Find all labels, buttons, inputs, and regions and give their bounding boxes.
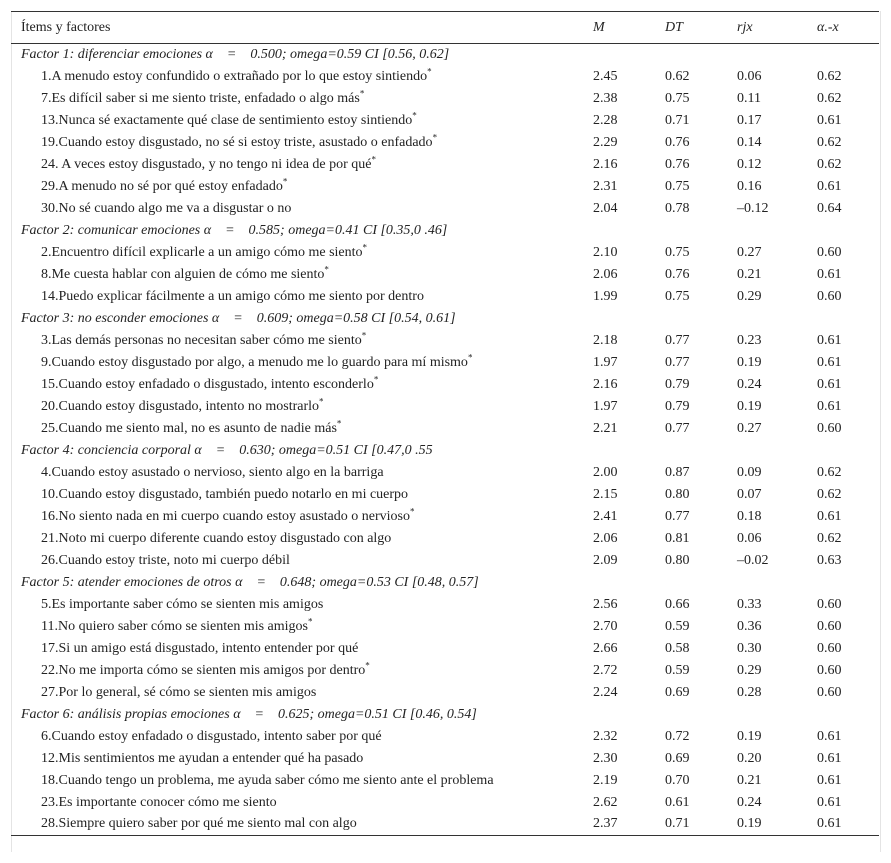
reverse-item-marker: * (359, 87, 365, 98)
item-sd: 0.81 (665, 530, 690, 546)
item-mean: 2.06 (593, 266, 618, 282)
item-text-cell (11, 660, 593, 682)
item-text: 26.Cuando estoy triste, noto mi cuerpo débil (41, 552, 290, 568)
item-mean: 2.45 (593, 68, 618, 84)
item-sd: 0.69 (665, 684, 690, 700)
item-rjx: 0.20 (737, 750, 762, 766)
item-mean: 2.62 (593, 794, 618, 810)
item-mean: 2.30 (593, 750, 618, 766)
reverse-item-marker: * (307, 615, 313, 626)
item-text: 1.A menudo estoy confundido o extrañado por lo que estoy sintiendo (41, 68, 428, 84)
item-text: 21.Noto mi cuerpo diferente cuando estoy disgustado con algo (41, 530, 392, 546)
item-alpha-if-deleted: 0.61 (817, 772, 842, 788)
item-alpha-if-deleted: 0.62 (817, 134, 842, 150)
item-mean: 1.97 (593, 398, 618, 414)
table-row (11, 594, 879, 616)
item-alpha-if-deleted: 0.61 (817, 814, 879, 836)
item-text: 10.Cuando estoy disgustado, también puedo notarlo en mi cuerpo (41, 486, 409, 502)
item-sd: 0.77 (665, 508, 690, 524)
factor-row (11, 704, 879, 726)
header-row (11, 12, 879, 44)
item-rjx: 0.21 (737, 266, 762, 282)
item-mean: 2.21 (593, 420, 618, 436)
item-text: 7.Es difícil saber si me siento triste, enfadado o algo más (41, 90, 360, 106)
item-sd: 0.75 (665, 90, 690, 106)
reverse-item-marker: * (336, 417, 342, 428)
item-text: 29.A menudo no sé por qué estoy enfadado (41, 178, 283, 194)
factor-alpha-value: 0.630; omega=0.51 CI [0.47,0 .55 (239, 442, 433, 458)
item-text-cell (11, 264, 593, 286)
factor-name: Factor 4: conciencia corporal α (21, 442, 202, 458)
item-text-cell (11, 616, 593, 638)
factor-name: Factor 5: atender emociones de otros α (21, 574, 243, 590)
item-text-cell (11, 154, 593, 176)
header-rjx: rjx (737, 12, 817, 44)
item-text: 23.Es importante conocer cómo me siento (41, 794, 277, 810)
item-sd: 0.76 (665, 134, 690, 150)
item-alpha-if-deleted: 0.62 (817, 530, 842, 546)
item-sd: 0.75 (665, 288, 690, 304)
item-alpha-if-deleted: 0.62 (817, 156, 842, 172)
item-mean: 2.06 (593, 530, 618, 546)
table-row (11, 506, 879, 528)
item-rjx: 0.24 (737, 376, 762, 392)
item-alpha-if-deleted: 0.62 (817, 464, 842, 480)
item-text-cell (11, 286, 593, 308)
factor-alpha-value: 0.609; omega=0.58 CI [0.54, 0.61] (256, 310, 456, 326)
table-body (11, 44, 879, 836)
item-text: 15.Cuando estoy enfadado o disgustado, intento esconderlo (41, 376, 374, 392)
table-row (11, 88, 879, 110)
item-mean: 2.15 (593, 486, 618, 502)
item-text-cell (11, 506, 593, 528)
item-rjx: 0.18 (737, 508, 762, 524)
item-rjx: 0.36 (737, 618, 762, 634)
item-rjx: 0.09 (737, 464, 762, 480)
item-text-cell (11, 814, 593, 836)
factor-title (11, 220, 879, 242)
factor-equals: = (233, 310, 243, 326)
item-rjx: 0.14 (737, 134, 762, 150)
factor-equals: = (256, 574, 266, 590)
item-text: 30.No sé cuando algo me va a disgustar o no (41, 200, 292, 216)
factor-equals: = (215, 442, 226, 458)
item-rjx: –0.02 (737, 552, 769, 568)
item-text: 20.Cuando estoy disgustado, intento no mostrarlo (41, 398, 320, 414)
item-sd: 0.61 (665, 794, 690, 810)
table-row (11, 264, 879, 286)
item-rjx: 0.30 (737, 640, 762, 656)
item-alpha-if-deleted: 0.62 (817, 68, 842, 84)
item-rjx: 0.19 (737, 814, 817, 836)
item-text-cell (11, 132, 593, 154)
item-text: 6.Cuando estoy enfadado o disgustado, intento saber por qué (41, 728, 382, 744)
item-text: 9.Cuando estoy disgustado por algo, a menudo me lo guardo para mí mismo (41, 354, 468, 370)
item-alpha-if-deleted: 0.61 (817, 332, 842, 348)
item-mean: 2.32 (593, 728, 618, 744)
item-sd: 0.77 (665, 354, 690, 370)
table-row (11, 484, 879, 506)
item-alpha-if-deleted: 0.61 (817, 750, 842, 766)
item-alpha-if-deleted: 0.60 (817, 244, 842, 260)
reverse-item-marker: * (427, 65, 432, 76)
header-items: Ítems y factores (11, 12, 593, 44)
item-text: 8.Me cuesta hablar con alguien de cómo me siento (41, 266, 325, 282)
item-text: 2.Encuentro difícil explicarle a un amigo cómo me siento (41, 244, 363, 260)
item-rjx: 0.12 (737, 156, 762, 172)
reverse-item-marker: * (365, 659, 370, 670)
item-sd: 0.75 (665, 178, 690, 194)
item-rjx: 0.06 (737, 530, 762, 546)
factor-name: Factor 3: no esconder emociones α (21, 310, 220, 326)
item-rjx: 0.19 (737, 728, 762, 744)
item-sd: 0.76 (665, 266, 690, 282)
item-sd: 0.69 (665, 750, 690, 766)
item-mean: 2.41 (593, 508, 618, 524)
item-sd: 0.80 (665, 552, 690, 568)
item-mean: 2.66 (593, 640, 618, 656)
item-sd: 0.70 (665, 772, 690, 788)
item-text: 12.Mis sentimientos me ayudan a entender qué ha pasado (41, 750, 364, 766)
factor-row (11, 220, 879, 242)
item-mean: 2.56 (593, 596, 618, 612)
item-text: 14.Puedo explicar fácilmente a un amigo cómo me siento por dentro (41, 288, 424, 304)
factor-equals: = (226, 46, 237, 62)
item-text-cell (11, 594, 593, 616)
item-mean: 2.31 (593, 178, 618, 194)
reverse-item-marker: * (362, 241, 368, 252)
item-sd: 0.80 (665, 486, 690, 502)
reverse-item-marker: * (412, 109, 417, 120)
table-row (11, 550, 879, 572)
factor-row (11, 572, 879, 594)
item-alpha-if-deleted: 0.60 (817, 420, 842, 436)
item-text-cell (11, 418, 593, 440)
item-rjx: 0.06 (737, 68, 762, 84)
table-row (11, 396, 879, 418)
item-sd: 0.79 (665, 376, 690, 392)
item-text: 13.Nunca sé exactamente qué clase de sentimiento estoy sintiendo (41, 112, 413, 128)
item-mean: 2.38 (593, 90, 618, 106)
table-row (11, 198, 879, 220)
item-sd: 0.77 (665, 420, 690, 436)
reverse-item-marker: * (373, 373, 379, 384)
item-text-cell (11, 176, 593, 198)
item-mean: 2.16 (593, 156, 618, 172)
item-sd: 0.59 (665, 618, 690, 634)
item-text-cell (11, 110, 593, 132)
factor-alpha-value: 0.648; omega=0.53 CI [0.48, 0.57] (279, 574, 479, 590)
table-row (11, 682, 879, 704)
item-mean: 2.04 (593, 200, 618, 216)
item-alpha-if-deleted: 0.60 (817, 640, 842, 656)
item-text: 24. A veces estoy disgustado, y no tengo ni idea de por qué (41, 156, 372, 172)
table-row (11, 330, 879, 352)
item-sd: 0.78 (665, 200, 690, 216)
item-sd: 0.71 (665, 814, 737, 836)
item-text-cell (11, 198, 593, 220)
item-alpha-if-deleted: 0.61 (817, 354, 842, 370)
item-rjx: 0.23 (737, 332, 762, 348)
factor-row (11, 440, 879, 462)
factor-equals: = (254, 706, 264, 722)
item-mean: 2.70 (593, 618, 618, 634)
item-alpha-if-deleted: 0.64 (817, 200, 842, 216)
item-sd: 0.71 (665, 112, 690, 128)
reverse-item-marker: * (282, 175, 288, 186)
item-text: 28.Siempre quiero saber por qué me siento mal con algo (41, 816, 357, 832)
factor-row (11, 308, 879, 330)
item-alpha-if-deleted: 0.61 (817, 178, 842, 194)
factor-title (11, 572, 879, 594)
factor-equals: = (225, 222, 235, 238)
table-row (11, 660, 879, 682)
item-sd: 0.66 (665, 596, 690, 612)
item-sd: 0.58 (665, 640, 690, 656)
item-rjx: 0.27 (737, 420, 762, 436)
header-alpha: α.-x (817, 12, 879, 44)
item-mean: 2.00 (593, 464, 618, 480)
item-text-cell (11, 748, 593, 770)
table-row (11, 616, 879, 638)
item-mean: 2.10 (593, 244, 618, 260)
item-alpha-if-deleted: 0.60 (817, 618, 842, 634)
table-row (11, 726, 879, 748)
item-text: 19.Cuando estoy disgustado, no sé si estoy triste, asustado o enfadado (41, 134, 433, 150)
item-alpha-if-deleted: 0.61 (817, 398, 842, 414)
item-text-cell (11, 528, 593, 550)
table-row (11, 374, 879, 396)
table-row (11, 66, 879, 88)
table-row (11, 242, 879, 264)
item-text: 4.Cuando estoy asustado o nervioso, siento algo en la barriga (41, 464, 384, 480)
table-row (11, 110, 879, 132)
item-rjx: 0.17 (737, 112, 762, 128)
item-mean: 2.19 (593, 772, 618, 788)
item-text-cell (11, 374, 593, 396)
item-text-cell (11, 792, 593, 814)
item-sd: 0.62 (665, 68, 690, 84)
table-row (11, 638, 879, 660)
item-rjx: 0.16 (737, 178, 762, 194)
table-row (11, 154, 879, 176)
item-rjx: 0.19 (737, 354, 762, 370)
reverse-item-marker: * (432, 131, 438, 142)
item-text: 22.No me importa cómo se sienten mis amigos por dentro (41, 662, 366, 678)
item-text-cell (11, 396, 593, 418)
item-sd: 0.79 (665, 398, 690, 414)
item-text-cell (11, 550, 593, 572)
item-text-cell (11, 638, 593, 660)
header-m: M (593, 12, 665, 44)
item-alpha-if-deleted: 0.61 (817, 266, 842, 282)
header-dt: DT (665, 12, 737, 44)
factor-name: Factor 1: diferenciar emociones α (21, 46, 213, 62)
reverse-item-marker: * (319, 395, 324, 406)
items-factors-table (11, 11, 879, 836)
item-mean: 2.37 (593, 814, 665, 836)
item-sd: 0.76 (665, 156, 690, 172)
table-row (11, 286, 879, 308)
item-text: 11.No quiero saber cómo se sienten mis amigos (41, 618, 308, 634)
factor-row (11, 44, 879, 66)
item-mean: 2.18 (593, 332, 618, 348)
item-rjx: 0.29 (737, 288, 762, 304)
item-text: 5.Es importante saber cómo se sienten mis amigos (41, 596, 324, 612)
factor-title (11, 440, 879, 462)
item-rjx: –0.12 (737, 200, 769, 216)
item-mean: 2.29 (593, 134, 618, 150)
item-mean: 1.97 (593, 354, 618, 370)
item-alpha-if-deleted: 0.61 (817, 112, 842, 128)
item-text-cell (11, 484, 593, 506)
item-text: 3.Las demás personas no necesitan saber cómo me siento (41, 332, 362, 348)
item-text-cell (11, 352, 593, 374)
item-rjx: 0.33 (737, 596, 762, 612)
item-text-cell (11, 682, 593, 704)
item-alpha-if-deleted: 0.61 (817, 508, 842, 524)
table-row (11, 748, 879, 770)
item-sd: 0.59 (665, 662, 690, 678)
item-rjx: 0.19 (737, 398, 762, 414)
table-row (11, 176, 879, 198)
item-mean: 2.24 (593, 684, 618, 700)
item-mean: 2.28 (593, 112, 618, 128)
item-sd: 0.87 (665, 464, 690, 480)
item-sd: 0.75 (665, 244, 690, 260)
table-row (11, 792, 879, 814)
item-rjx: 0.11 (737, 90, 761, 106)
item-rjx: 0.07 (737, 486, 762, 502)
reverse-item-marker: * (324, 263, 329, 274)
item-text-cell (11, 462, 593, 484)
item-text: 25.Cuando me siento mal, no es asunto de nadie más (41, 420, 337, 436)
factor-alpha-value: 0.625; omega=0.51 CI [0.46, 0.54] (278, 706, 477, 722)
factor-name: Factor 6: análisis propias emociones α (21, 706, 241, 722)
item-alpha-if-deleted: 0.60 (817, 662, 842, 678)
item-sd: 0.72 (665, 728, 690, 744)
item-rjx: 0.28 (737, 684, 762, 700)
item-text: 27.Por lo general, sé cómo se sienten mis amigos (41, 684, 317, 700)
factor-name: Factor 2: comunicar emociones α (21, 222, 212, 238)
item-text-cell (11, 66, 593, 88)
item-alpha-if-deleted: 0.62 (817, 486, 842, 502)
factor-title (11, 308, 879, 330)
item-rjx: 0.24 (737, 794, 762, 810)
reverse-item-marker: * (467, 351, 473, 362)
reverse-item-marker: * (409, 505, 415, 516)
item-mean: 2.09 (593, 552, 618, 568)
table-row (11, 462, 879, 484)
factor-alpha-value: 0.585; omega=0.41 CI [0.35,0 .46] (248, 222, 448, 238)
table-row (11, 528, 879, 550)
item-sd: 0.77 (665, 332, 690, 348)
item-mean: 2.16 (593, 376, 618, 392)
item-text: 17.Si un amigo está disgustado, intento entender por qué (41, 640, 359, 656)
factor-title (11, 44, 879, 66)
item-alpha-if-deleted: 0.62 (817, 90, 842, 106)
item-alpha-if-deleted: 0.61 (817, 728, 842, 744)
item-alpha-if-deleted: 0.63 (817, 552, 842, 568)
item-text: 16.No siento nada en mi cuerpo cuando estoy asustado o nervioso (41, 508, 410, 524)
item-alpha-if-deleted: 0.60 (817, 596, 842, 612)
table-row (11, 352, 879, 374)
table-row (11, 814, 879, 836)
table-row (11, 770, 879, 792)
factor-alpha-value: 0.500; omega=0.59 CI [0.56, 0.62] (250, 46, 450, 62)
item-rjx: 0.21 (737, 772, 762, 788)
item-mean: 2.72 (593, 662, 618, 678)
item-alpha-if-deleted: 0.61 (817, 376, 842, 392)
item-mean: 1.99 (593, 288, 618, 304)
reverse-item-marker: * (361, 329, 367, 340)
item-text-cell (11, 770, 593, 792)
item-alpha-if-deleted: 0.61 (817, 794, 842, 810)
item-alpha-if-deleted: 0.60 (817, 288, 842, 304)
item-text: 18.Cuando tengo un problema, me ayuda saber cómo me siento ante el problema (41, 772, 494, 788)
table-row (11, 132, 879, 154)
factor-title (11, 704, 879, 726)
item-text-cell (11, 242, 593, 264)
item-alpha-if-deleted: 0.60 (817, 684, 842, 700)
item-rjx: 0.29 (737, 662, 762, 678)
item-text-cell (11, 330, 593, 352)
item-text-cell (11, 726, 593, 748)
reverse-item-marker: * (371, 153, 376, 164)
item-rjx: 0.27 (737, 244, 762, 260)
table-row (11, 418, 879, 440)
item-text-cell (11, 88, 593, 110)
